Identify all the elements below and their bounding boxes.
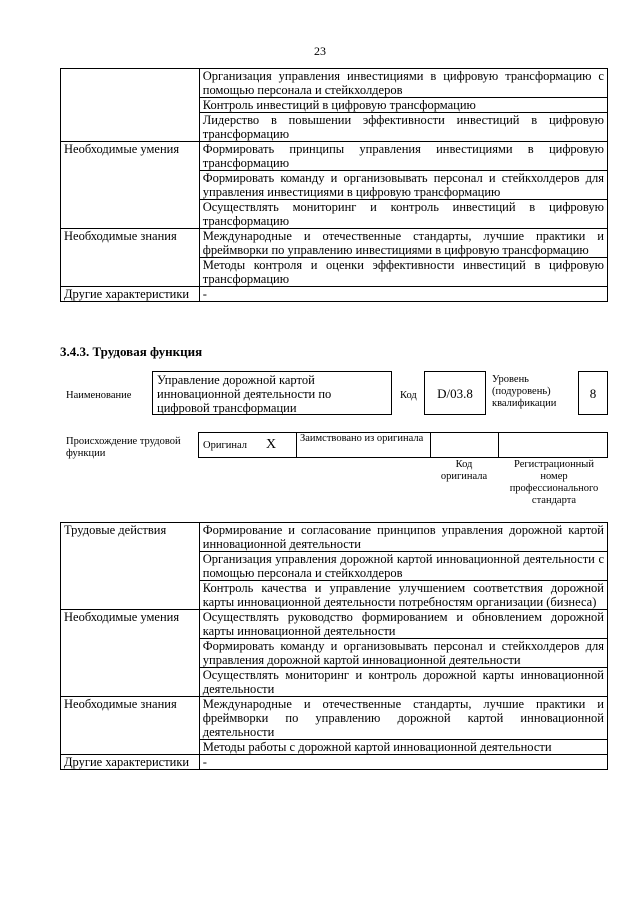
function-code-box: D/03.8	[424, 371, 486, 415]
row-item: Осуществлять мониторинг и контроль инвестиций в цифровую трансформацию	[199, 200, 607, 229]
row-item: Формировать принципы управления инвестициями в цифровую трансформацию	[199, 142, 607, 171]
page-number: 23	[314, 44, 326, 58]
name-label: Наименование	[66, 390, 132, 401]
registration-number-label: Регистрационный номер профессионального стандарта	[509, 459, 599, 506]
row-item: Лидерство в повышении эффективности инвестиций в цифровую трансформацию	[199, 113, 607, 142]
origin-divider-2	[430, 432, 431, 458]
row-item: Осуществлять руководство формированием и обновлением дорожной карты инновационной деятельности	[199, 610, 607, 639]
qualification-level-label: Уровень (подуровень) квалификации	[492, 374, 557, 409]
row-label: Необходимые умения	[61, 142, 200, 229]
row-item: Организация управления дорожной картой инновационной деятельности с помощью персонала и стейкхолдеров	[199, 552, 607, 581]
code-original-label: Код оригинала	[440, 459, 488, 482]
bottom-competency-table	[60, 522, 608, 770]
row-item: Методы контроля и оценки эффективности инвестиций в цифровую трансформацию	[199, 258, 607, 287]
qualification-level-box: 8	[578, 371, 608, 415]
row-item: -	[199, 287, 607, 302]
row-item: Организация управления инвестициями в цифровую трансформацию с помощью персонала и стейкхолдеров	[199, 69, 607, 98]
table-row	[61, 229, 608, 258]
origin-divider-1	[296, 432, 297, 458]
row-item: Формировать команду и организовывать персонал и стейкхолдеров для управления дорожной картой инновационной деятельности	[199, 639, 607, 668]
row-label: Трудовые действия	[61, 523, 200, 610]
table-row	[61, 755, 608, 770]
row-label	[61, 69, 200, 142]
row-item: Контроль качества и управление улучшением соответствия дорожной карты инновационной деятельности потребностям организации (бизнеса)	[199, 581, 607, 610]
row-label: Другие характеристики	[61, 755, 200, 770]
row-label: Другие характеристики	[61, 287, 200, 302]
table-row	[61, 69, 608, 98]
table-row	[61, 697, 608, 740]
original-label: Оригинал	[203, 440, 247, 451]
row-label: Необходимые знания	[61, 229, 200, 287]
code-label: Код	[400, 390, 417, 401]
row-item: Формировать команду и организовывать персонал и стейкхолдеров для управления инвестициями в цифровую трансформацию	[199, 171, 607, 200]
row-label: Необходимые знания	[61, 697, 200, 755]
row-item: Осуществлять мониторинг и контроль дорожной карты инновационной деятельности	[199, 668, 607, 697]
row-item: Методы работы с дорожной картой инновационной деятельности	[199, 740, 607, 755]
row-item: Международные и отечественные стандарты, лучшие практики и фреймворки по управлению дорожной картой инновационной деятельности	[199, 697, 607, 740]
row-label: Необходимые умения	[61, 610, 200, 697]
row-item: Формирование и согласование принципов управления дорожной картой инновационной деятельности	[199, 523, 607, 552]
table-row	[61, 610, 608, 639]
row-item: Международные и отечественные стандарты, лучшие практики и фреймворки по управлению инвестициями в цифровую трансформацию	[199, 229, 607, 258]
origin-label: Происхождение трудовой функции	[66, 436, 181, 459]
row-item: Контроль инвестиций в цифровую трансформацию	[199, 98, 607, 113]
function-name-box: Управление дорожной картой инновационной деятельности по цифровой трансформации	[152, 371, 392, 415]
borrowed-label: Заимствовано из оригинала	[300, 433, 424, 444]
table-row	[61, 287, 608, 302]
table-row	[61, 142, 608, 171]
section-heading: 3.4.3. Трудовая функция	[60, 344, 203, 359]
table-row	[61, 523, 608, 552]
original-mark: X	[266, 437, 277, 452]
top-competency-table	[60, 68, 608, 302]
origin-divider-3	[498, 432, 499, 458]
row-item: -	[199, 755, 607, 770]
